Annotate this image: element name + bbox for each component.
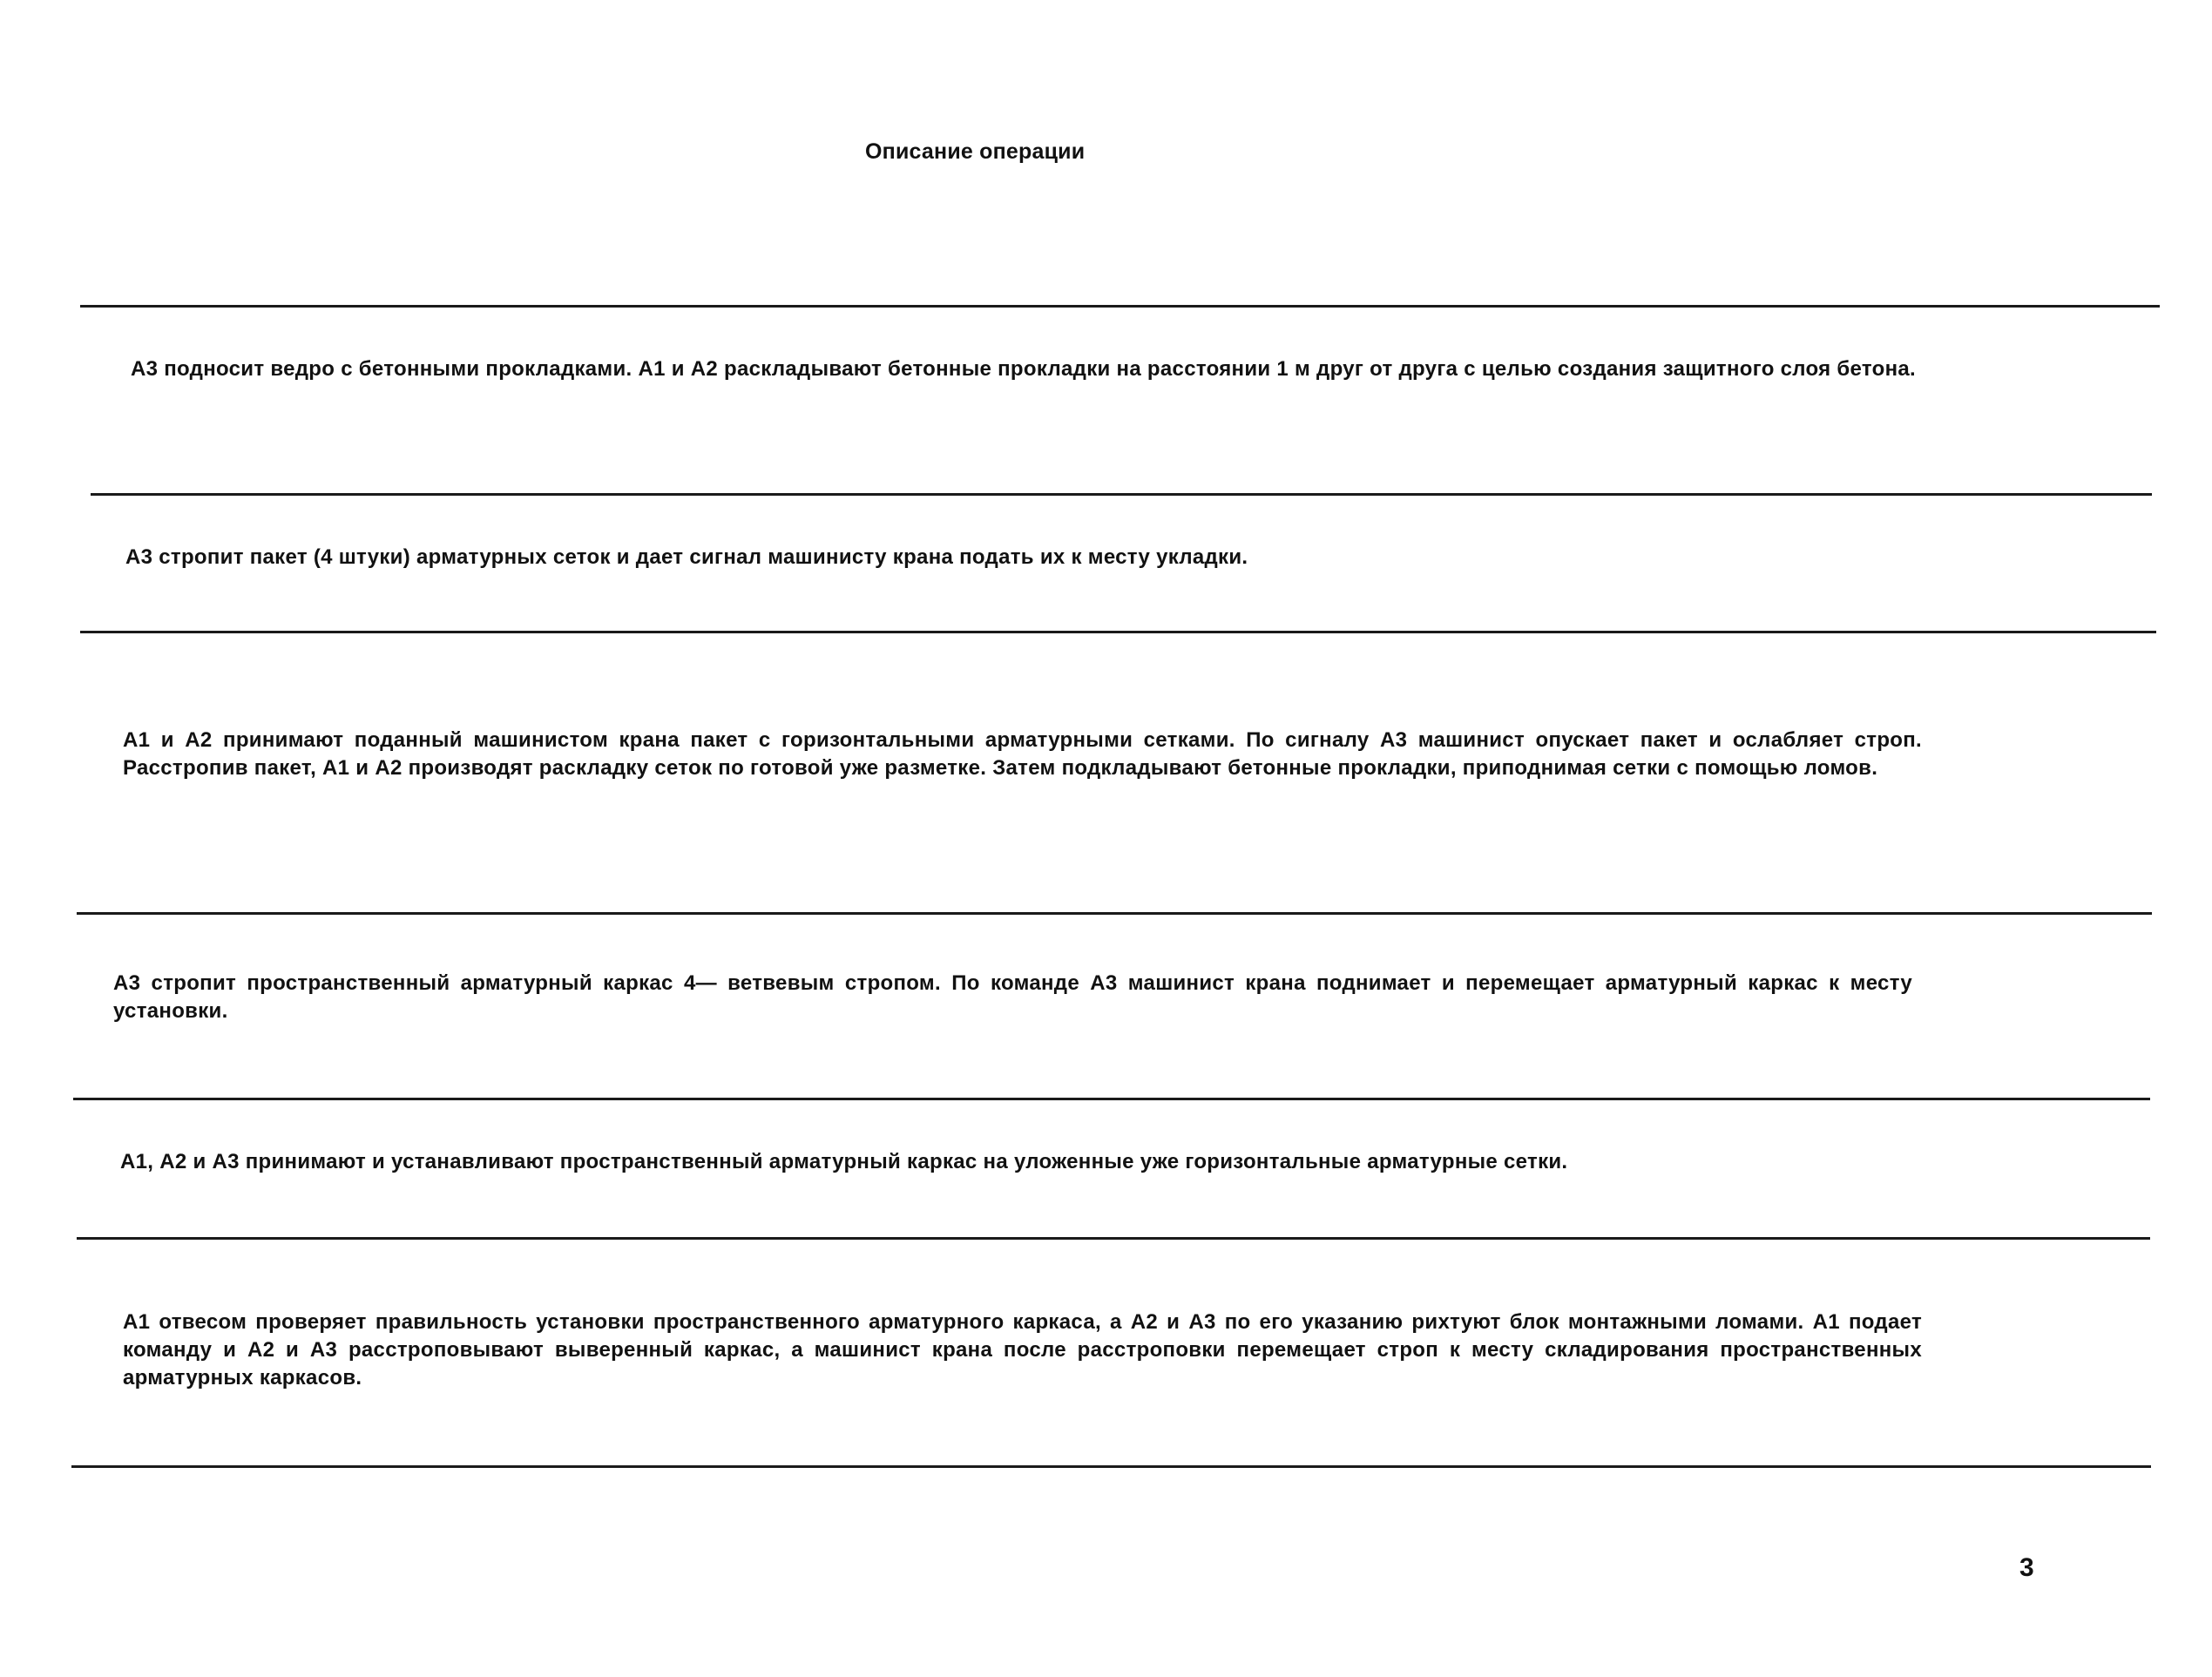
- table-rule: [91, 493, 2152, 496]
- operation-text-2: А3 стропит пакет (4 штуки) арматурных сеток и дает сигнал машинисту крана подать их к месту укладки.: [125, 545, 1248, 569]
- operation-text-1: А3 подносит ведро с бетонными прокладками. А1 и А2 раскладывают бетонные прокладки на расстоянии 1 м друг от друга с целью создания защитного слоя бетона.: [131, 357, 1916, 381]
- table-rule: [80, 631, 2156, 633]
- table-rule: [77, 912, 2152, 915]
- operation-text-6: А1 отвесом проверяет правильность установки пространственного арматурного каркаса, а А2 и А3 по его указанию рихтуют блок монтажными ломами. А1 подает команду и А2 и А3 расстроповывают выверенный каркас, а машинист крана после расстроповки перемещает строп к месту складирования пространственных арматурных каркасов.: [123, 1310, 1922, 1390]
- operation-text-4: А3 стропит пространственный арматурный каркас 4— ветвевым стропом. По команде А3 машинист крана поднимает и перемещает арматурный каркас к месту установки.: [113, 971, 1912, 1023]
- table-rule: [73, 1098, 2150, 1100]
- operation-text-3: А1 и А2 принимают поданный машинистом крана пакет с горизонтальными арматурными сетками. По сигналу А3 машинист опускает пакет и ослабляет строп. Расстропив пакет, А1 и А2 производят раскладку сеток по готовой уже разметке. Затем подкладывают бетонные прокладки, приподнимая сетки с помощью ломов.: [123, 728, 1922, 780]
- table-rule-top: [80, 305, 2160, 308]
- table-rule-bottom: [71, 1465, 2151, 1468]
- table-rule: [77, 1237, 2150, 1240]
- page-number: 3: [2019, 1553, 2034, 1582]
- page-title: Описание операции: [865, 139, 1086, 164]
- operation-text-5: А1, А2 и А3 принимают и устанавливают пространственный арматурный каркас на уложенные уже горизонтальные арматурные сетки.: [120, 1150, 1568, 1173]
